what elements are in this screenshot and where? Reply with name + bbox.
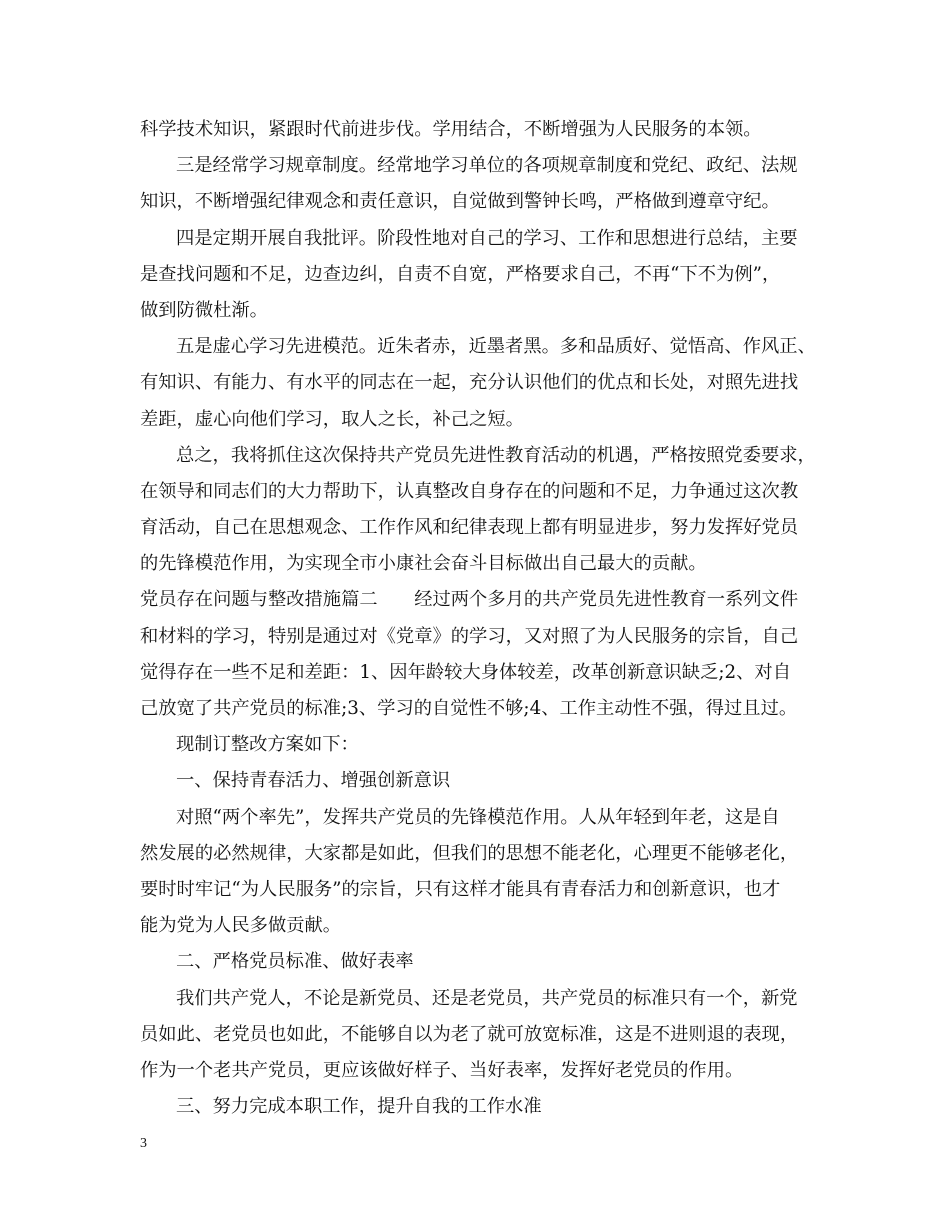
text-line: 育活动，自己在思想观念、工作作风和纪律表现上都有明显进步，努力发挥好党员 <box>140 517 799 539</box>
text-line: 三、努力完成本职工作，提升自我的工作水准 <box>176 1096 542 1118</box>
text-line: 做到防微杜渐。 <box>140 299 268 321</box>
text-line: 和材料的学习，特别是通过对《党章》的学习，又对照了为人民服务的宗旨，自己 <box>140 625 799 647</box>
text-line: 三是经常学习规章制度。经常地学习单位的各项规章制度和党纪、政纪、法规 <box>176 155 798 177</box>
text-line: 对照“两个率先”，发挥共产党员的先锋模范作用。人从年轻到年老，这是自 <box>176 806 780 828</box>
text-line: 能为党为人民多做贡献。 <box>140 915 342 937</box>
text-line: 在领导和同志们的大力帮助下，认真整改自身存在的问题和不足，力争通过这次教 <box>140 480 799 502</box>
text-line: 差距，虚心向他们学习，取人之长，补己之短。 <box>140 408 524 430</box>
text-line: 要时时牢记“为人民服务”的宗旨，只有这样才能具有青春活力和创新意识，也才 <box>140 878 781 900</box>
text-line: 知识，不断增强纪律观念和责任意识，自觉做到警钟长鸣，严格做到遵章守纪。 <box>140 191 780 213</box>
text-line: 二、严格党员标准、做好表率 <box>176 951 414 973</box>
text-line: 四是定期开展自我批评。阶段性地对自己的学习、工作和思想进行总结，主要 <box>176 227 798 249</box>
text-line: 己放宽了共产党员的标准;3、学习的自觉性不够;4、工作主动性不强，得过且过。 <box>140 698 798 719</box>
text-line: 觉得存在一些不足和差距：1、因年龄较大身体较差，改革创新意识缺乏;2、对自 <box>140 661 791 683</box>
page-number: 3 <box>140 1136 147 1151</box>
document-body <box>140 112 830 1125</box>
text-line: 是查找问题和不足，边查边纠，自责不自宽，严格要求自己，不再“下不为例”， <box>140 263 781 285</box>
text-line: 的先锋模范作用，为实现全市小康社会奋斗目标做出自己最大的贡献。 <box>140 553 707 575</box>
text-line: 五是虚心学习先进模范。近朱者赤，近墨者黑。多和品质好、觉悟高、作风正、 <box>176 336 816 358</box>
text-line: 现制订整改方案如下： <box>176 734 359 756</box>
text-line: 然发展的必然规律，大家都是如此，但我们的思想不能老化，心理更不能够老化， <box>140 842 799 864</box>
text-line: 作为一个老共产党员，更应该做好样子、当好表率，发挥好老党员的作用。 <box>140 1059 744 1081</box>
text-line: 一、保持青春活力、增强创新意识 <box>176 770 451 792</box>
text-line: 我们共产党人，不论是新党员、还是老党员，共产党员的标准只有一个，新党 <box>176 987 798 1009</box>
text-line: 总之，我将抓住这次保持共产党员先进性教育活动的机遇，严格按照党委要求， <box>176 444 816 466</box>
text-line: 员如此、老党员也如此，不能够自以为老了就可放宽标准，这是不进则退的表现， <box>140 1023 799 1045</box>
text-line: 党员存在问题与整改措施篇二 经过两个多月的共产党员先进性教育一系列文件 <box>140 589 799 611</box>
text-line: 科学技术知识，紧跟时代前进步伐。学用结合，不断增强为人民服务的本领。 <box>140 119 762 140</box>
text-line: 有知识、有能力、有水平的同志在一起，充分认识他们的优点和长处，对照先进找 <box>140 372 799 394</box>
